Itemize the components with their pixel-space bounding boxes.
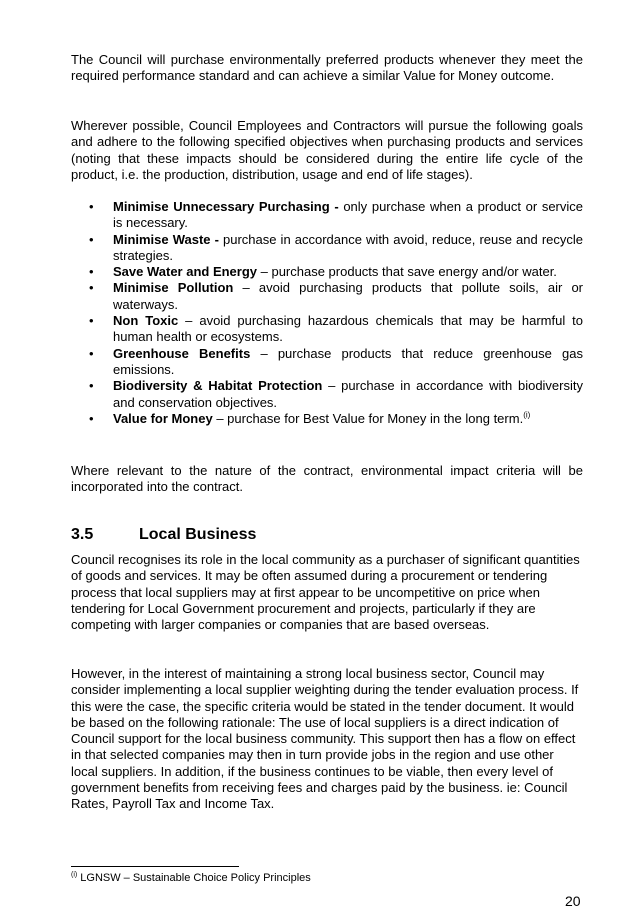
footnote-text: LGNSW – Sustainable Choice Policy Principles — [77, 872, 311, 884]
list-item-text: – purchase in accordance with biodiversity and conservation objectives. — [113, 378, 583, 410]
goals-paragraph: Wherever possible, Council Employees and Contractors will pursue the following goals and adhere to the following specified objectives when purchasing products and services (noting that these impacts should be considered during the entire life cycle of the product, i.e. the production, distribution, usage and end of life stages). — [71, 118, 583, 182]
bullet-icon: • — [89, 231, 94, 247]
list-item-term: Minimise Unnecessary Purchasing - — [113, 199, 339, 214]
bullet-icon: • — [89, 280, 94, 296]
list-item — [89, 280, 583, 313]
list-item — [89, 346, 583, 379]
local-business-paragraph-1: Council recognises its role in the local community as a purchaser of significant quantities of goods and services. It may be often assumed during a procurement or tendering process that local suppliers may at first appear to be uncompetitive on price when tendering for Local Government procurement and projects, particularly if they are competing with larger companies or companies that are based overseas. — [71, 552, 580, 633]
bullet-icon: • — [89, 345, 94, 361]
list-item-term: Value for Money — [113, 410, 213, 426]
bullet-icon: • — [89, 378, 94, 394]
bullet-icon: • — [89, 313, 94, 329]
list-item-text: – avoid purchasing hazardous chemicals that may be harmful to human health or ecosystems. — [113, 313, 584, 345]
list-item-term: Biodiversity & Habitat Protection — [113, 378, 323, 394]
footnote — [71, 872, 311, 884]
bullet-icon: • — [89, 410, 94, 426]
bullet-icon: • — [89, 199, 94, 214]
list-item-term: Minimise Pollution — [113, 280, 234, 296]
section-number: 3.5 — [71, 526, 94, 543]
list-item-text: – purchase products that save energy and/or water. — [257, 264, 557, 280]
list-item-text: – purchase for Best Value for Money in the long term. — [212, 410, 524, 426]
footnote-divider — [71, 866, 239, 867]
section-heading — [71, 526, 256, 544]
section-title: Local Business — [139, 526, 257, 543]
list-item-text: – purchase products that reduce greenhouse gas emissions. — [113, 345, 583, 377]
list-item-text: purchase in accordance with avoid, reduce, reuse and recycle strategies. — [113, 231, 583, 263]
list-item-term: Greenhouse Benefits — [113, 345, 251, 361]
list-item — [89, 264, 583, 280]
footnote-marker: (i) — [71, 871, 78, 879]
list-item-text: only purchase when a product or service is necessary. — [113, 199, 584, 231]
intro-paragraph: The Council will purchase environmentally preferred products whenever they meet the required performance standard and can achieve a similar Value for Money outcome. — [71, 52, 583, 84]
list-item — [89, 411, 583, 427]
list-item-term: Non Toxic — [113, 313, 179, 329]
list-item-term: Save Water and Energy — [113, 264, 258, 280]
list-item — [89, 199, 583, 232]
list-item — [89, 232, 583, 265]
local-business-paragraph-2: However, in the interest of maintaining a strong local business sector, Council may consider implementing a local supplier weighting during the tender evaluation process. If this were the case, the specific criteria would be stated in the tender document. It would be based on the following rationale: The use of local suppliers is a direct indication of Council support for the local business community. This support then has a flow on effect in that selected companies may then in turn provide jobs in the region and use other local suppliers. In addition, if the business continues to be viable, then every level of government benefits from receiving fees and charges paid by the business. ie: Council Rates, Payroll Tax and Income Tax. — [71, 666, 579, 812]
list-item-term: Minimise Waste - — [113, 231, 219, 247]
list-item — [89, 313, 583, 346]
contract-paragraph: Where relevant to the nature of the contract, environmental impact criteria will be incorporated into the contract. — [71, 463, 583, 495]
objectives-list — [89, 199, 583, 427]
page-number: 20 — [565, 893, 581, 909]
list-item — [89, 378, 583, 411]
bullet-icon: • — [89, 264, 94, 280]
list-item-text: – avoid purchasing products that pollute soils, air or waterways. — [113, 280, 584, 312]
footnote-reference[interactable]: (i) — [523, 410, 531, 420]
